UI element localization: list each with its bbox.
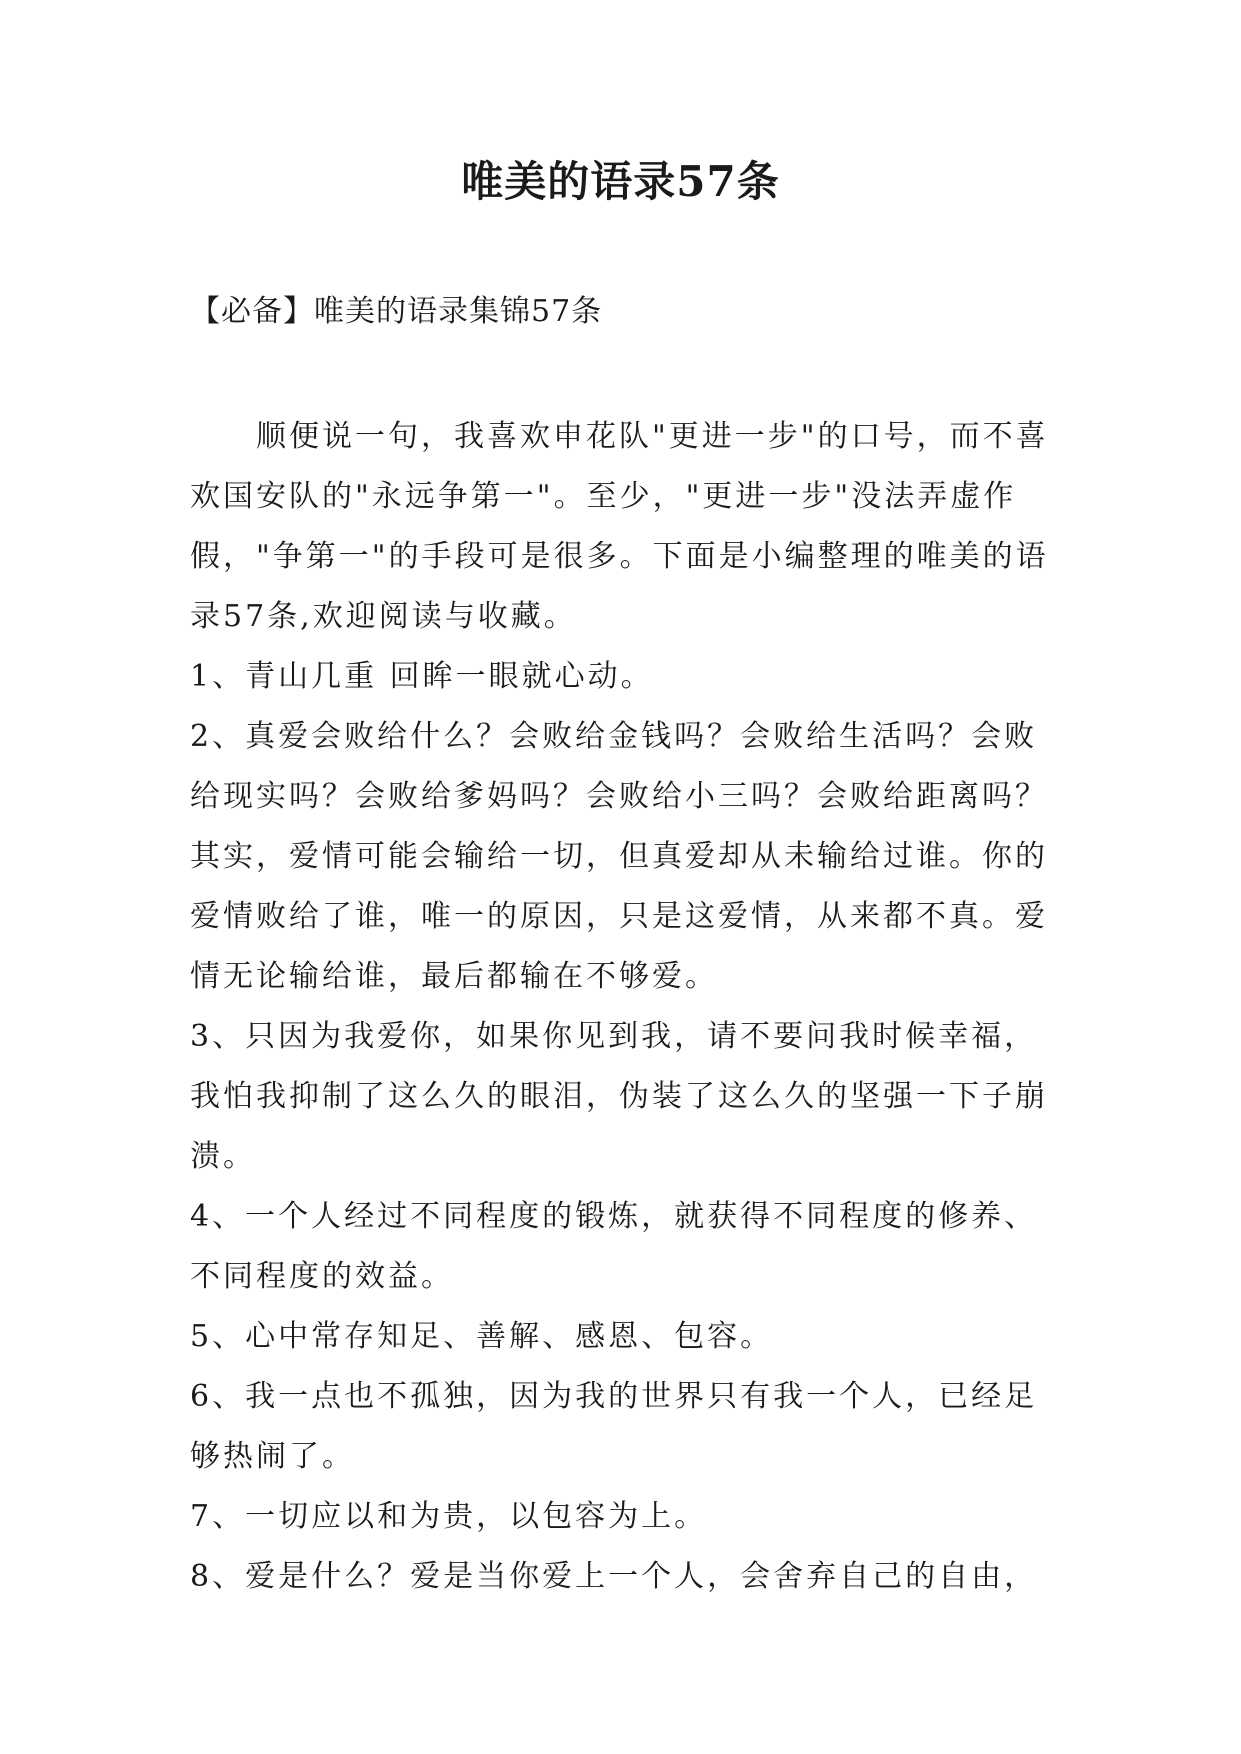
quote-item-2: 2、真爱会败给什么？会败给金钱吗？会败给生活吗？会败给现实吗？会败给爹妈吗？会败给小三吗？会败给距离吗？其实，爱情可能会输给一切，但真爱却从未输给过谁。你的爱情败给了谁，唯一的原因，只是这爱情，从来都不真。爱情无论输给谁，最后都输在不够爱。 — [190, 719, 1048, 994]
quote-item-6: 6、我一点也不孤独，因为我的世界只有我一个人，已经足够热闹了。 — [190, 1379, 1038, 1474]
quote-item-1: 1、青山几重 回眸一眼就心动。 — [190, 659, 654, 694]
quote-item-5: 5、心中常存知足、善解、感恩、包容。 — [190, 1319, 774, 1354]
quote-item-8: 8、爱是什么？爱是当你爱上一个人，会舍弃自己的自由， — [190, 1559, 1038, 1594]
document-subtitle: 【必备】唯美的语录集锦57条 — [190, 294, 603, 329]
document-title: 唯美的语录57条 — [461, 157, 780, 206]
quote-item-3: 3、只因为我爱你，如果你见到我，请不要问我时候幸福，我怕我抑制了这么久的眼泪，伪装了这么久的坚强一下子崩溃。 — [190, 1019, 1048, 1174]
intro-paragraph: 顺便说一句，我喜欢申花队"更进一步"的口号，而不喜欢国安队的"永远争第一"。至少，"更进一步"没法弄虚作假，"争第一"的手段可是很多。下面是小编整理的唯美的语录57条,欢迎阅读与收藏。 — [190, 419, 1049, 634]
quote-item-4: 4、一个人经过不同程度的锻炼，就获得不同程度的修养、不同程度的效益。 — [190, 1199, 1038, 1294]
quote-item-7: 7、一切应以和为贵，以包容为上。 — [190, 1499, 708, 1534]
document-body — [190, 407, 1068, 1607]
